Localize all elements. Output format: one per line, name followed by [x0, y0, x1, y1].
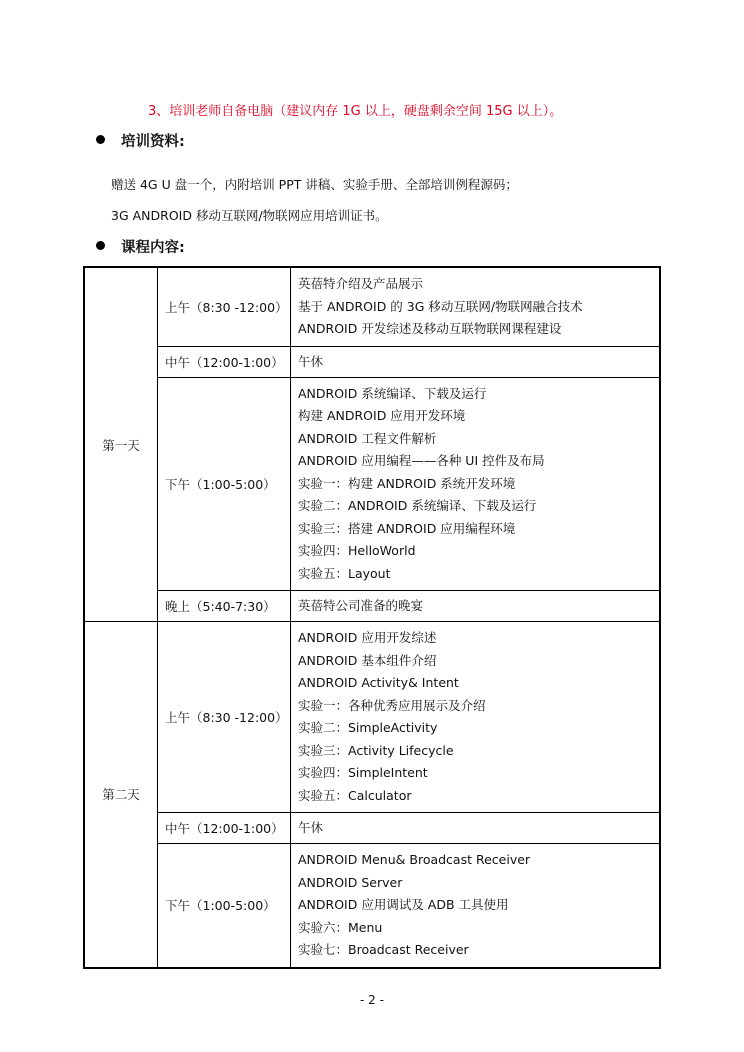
materials-heading-text: 培训资料: — [121, 134, 185, 150]
day1-evening-period: 晚上（5:40-7:30） — [158, 591, 291, 622]
list-item: ANDROID 基本组件介绍 — [298, 652, 437, 668]
course-schedule-table — [83, 266, 661, 969]
day2-noon-period: 中午（12:00-1:00） — [158, 813, 291, 844]
materials-line-1: 赠送 4G U 盘一个，内附培训 PPT 讲稿、实验手册、全部培训例程源码； — [111, 177, 518, 192]
day2-morning-content — [291, 622, 661, 813]
list-item: ANDROID 系统编译、下载及运行 — [298, 385, 487, 401]
page-number: - 2 - — [360, 993, 384, 1007]
course-heading — [96, 236, 185, 257]
list-item: 实验五：Calculator — [298, 787, 412, 803]
list-item: 实验六：Menu — [298, 919, 383, 935]
list-item: ANDROID Menu& Broadcast Receiver — [298, 852, 531, 867]
list-item: 英蓓特公司准备的晚宴 — [298, 598, 424, 613]
table-row — [84, 346, 660, 377]
day-2-label: 第二天 — [84, 622, 158, 968]
table-row — [84, 267, 660, 346]
day1-afternoon-period: 下午（1:00-5:00） — [158, 377, 291, 591]
day2-afternoon-period: 下午（1:00-5:00） — [158, 844, 291, 968]
hardware-note: 3、培训老师自备电脑（建议内存 1G 以上，硬盘剩余空间 15G 以上）。 — [148, 104, 563, 119]
list-item: 实验三：搭建 ANDROID 应用编程环境 — [298, 520, 516, 536]
list-item: 实验一：构建 ANDROID 系统开发环境 — [298, 475, 516, 491]
list-item: ANDROID Activity& Intent — [298, 675, 459, 690]
list-item: 构建 ANDROID 应用开发环境 — [298, 408, 466, 423]
day1-afternoon-content — [291, 377, 661, 591]
list-item: ANDROID Server — [298, 874, 403, 890]
materials-heading — [96, 130, 185, 151]
bullet-dot-icon — [96, 241, 105, 250]
list-item: ANDROID 应用调试及 ADB 工具使用 — [298, 897, 509, 912]
list-item: ANDROID 应用开发综述 — [298, 630, 437, 645]
list-item: 实验三：Activity Lifecycle — [298, 742, 454, 758]
list-item: 实验二：SimpleActivity — [298, 720, 438, 735]
list-item: 实验一：各种优秀应用展示及介绍 — [298, 697, 486, 713]
day1-morning-content — [291, 267, 661, 346]
day-1-label: 第一天 — [84, 267, 158, 622]
day1-noon-period: 中午（12:00-1:00） — [158, 346, 291, 377]
table-row — [84, 591, 660, 622]
list-item: 午休 — [298, 353, 324, 369]
materials-line-2: 3G ANDROID 移动互联网/物联网应用培训证书。 — [111, 208, 388, 223]
day2-morning-period: 上午（8:30 -12:00） — [158, 622, 291, 813]
table-row — [84, 844, 660, 968]
list-item: ANDROID 应用编程——各种 UI 控件及布局 — [298, 453, 545, 468]
list-item: 基于 ANDROID 的 3G 移动互联网/物联网融合技术 — [298, 298, 583, 314]
day2-afternoon-content — [291, 844, 661, 968]
day1-morning-period: 上午（8:30 -12:00） — [158, 267, 291, 346]
day1-evening-content — [291, 591, 661, 622]
list-item: ANDROID 工程文件解析 — [298, 430, 437, 446]
list-item: 实验二：ANDROID 系统编译、下载及运行 — [298, 498, 537, 513]
list-item: ANDROID 开发综述及移动互联物联网课程建设 — [298, 321, 562, 336]
table-row — [84, 377, 660, 591]
list-item: 实验七：Broadcast Receiver — [298, 942, 469, 957]
list-item: 午休 — [298, 820, 324, 835]
list-item: 实验四：SimpleIntent — [298, 765, 428, 780]
day1-noon-content — [291, 346, 661, 377]
day2-noon-content — [291, 813, 661, 844]
course-heading-text: 课程内容: — [121, 240, 185, 256]
list-item: 实验四：HelloWorld — [298, 543, 416, 558]
bullet-dot-icon — [96, 135, 105, 144]
list-item: 实验五：Layout — [298, 565, 391, 581]
table-row — [84, 622, 660, 813]
list-item: 英蓓特介绍及产品展示 — [298, 276, 424, 291]
table-row — [84, 813, 660, 844]
